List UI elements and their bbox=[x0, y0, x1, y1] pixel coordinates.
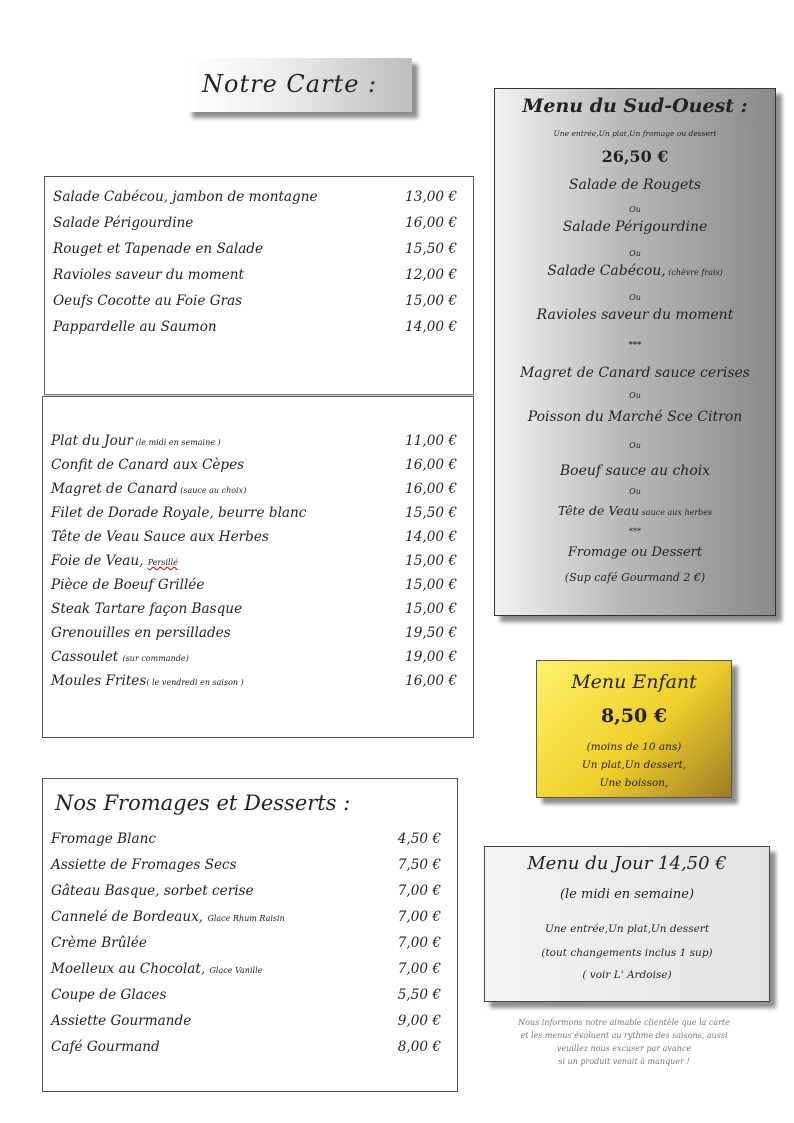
list-item bbox=[53, 263, 465, 287]
menu-item-name: Salade Cabécou, bbox=[547, 263, 666, 279]
item-price: 11,00 € bbox=[405, 433, 457, 449]
menu-item bbox=[495, 503, 775, 518]
list-item bbox=[51, 453, 465, 477]
menu-detail: Une entrée,Un plat,Un dessert bbox=[544, 923, 710, 935]
item-note: Glace Vanille bbox=[209, 966, 263, 975]
menu-detail: (moins de 10 ans) bbox=[586, 741, 682, 753]
item-name: Filet de Dorade Royale, beurre blanc bbox=[51, 505, 307, 521]
footer-note bbox=[464, 1016, 784, 1068]
item-name: Gâteau Basque, sorbet cerise bbox=[51, 883, 254, 899]
item-name: Moelleux au Chocolat, bbox=[51, 961, 210, 977]
item-note: (le midi en semaine ) bbox=[133, 438, 221, 447]
menu-title: Menu Enfant bbox=[571, 671, 697, 693]
menu-detail: (tout changements inclus 1 sup) bbox=[541, 947, 713, 959]
item-name: Salade Périgourdine bbox=[53, 215, 194, 231]
menu-title: Menu du Sud-Ouest : bbox=[522, 95, 748, 117]
item-name: Assiette de Fromages Secs bbox=[51, 857, 237, 873]
list-item bbox=[51, 669, 465, 693]
menu-or: Ou bbox=[629, 441, 641, 450]
item-price: 19,00 € bbox=[405, 649, 457, 665]
menu-item: Magret de Canard sauce cerises bbox=[520, 365, 750, 381]
item-price: 7,00 € bbox=[397, 935, 441, 951]
menu-sud-ouest bbox=[494, 88, 776, 616]
item-name: Fromage Blanc bbox=[51, 831, 156, 847]
list-item bbox=[51, 827, 449, 851]
page-title: Notre Carte : bbox=[202, 70, 378, 98]
menu-or: Ou bbox=[629, 293, 641, 302]
menu-item: Salade Périgourdine bbox=[562, 219, 708, 235]
item-name: Café Gourmand bbox=[51, 1039, 160, 1055]
item-price: 15,00 € bbox=[405, 553, 457, 569]
list-item bbox=[51, 573, 465, 597]
menu-item: Poisson du Marché Sce Citron bbox=[527, 409, 743, 425]
menu-or: Ou bbox=[629, 249, 641, 258]
list-item bbox=[51, 983, 449, 1007]
item-price: 19,50 € bbox=[405, 625, 457, 641]
menu-item: Ravioles saveur du moment bbox=[536, 307, 734, 323]
item-name: Crème Brûlée bbox=[51, 935, 147, 951]
note-line: Nous informons notre aimable clientèle que la carte bbox=[518, 1018, 730, 1027]
item-price: 16,00 € bbox=[405, 215, 457, 231]
item-note: (sur commande) bbox=[122, 654, 189, 663]
menu-separator: *** bbox=[628, 339, 642, 349]
list-item bbox=[51, 597, 465, 621]
item-price: 8,00 € bbox=[397, 1039, 441, 1055]
item-name: Pièce de Boeuf Grillée bbox=[51, 577, 205, 593]
item-name: Plat du Jour bbox=[51, 433, 134, 449]
menu-detail: Un plat,Un dessert, bbox=[581, 759, 687, 771]
list-item bbox=[51, 931, 449, 955]
menu-item: Boeuf sauce au choix bbox=[559, 463, 711, 479]
note-line: veuillez nous excuser par avance bbox=[556, 1044, 692, 1053]
item-name: Grenouilles en persillades bbox=[51, 625, 231, 641]
item-name: Pappardelle au Saumon bbox=[53, 319, 217, 335]
item-name: Oeufs Cocotte au Foie Gras bbox=[53, 293, 243, 309]
list-item bbox=[51, 501, 465, 525]
mains-list bbox=[42, 396, 474, 738]
desserts-title: Nos Fromages et Desserts : bbox=[55, 791, 351, 815]
list-item bbox=[51, 1009, 449, 1033]
menu-price: 26,50 € bbox=[601, 147, 669, 166]
menu-item: Fromage ou Dessert bbox=[567, 545, 703, 560]
item-name: Assiette Gourmande bbox=[51, 1013, 192, 1029]
page-title-box bbox=[186, 58, 412, 112]
menu-title: Menu du Jour 14,50 € bbox=[527, 853, 727, 874]
item-note: Glace Rhum Raisin bbox=[207, 914, 285, 923]
list-item bbox=[53, 315, 465, 339]
menu-detail: (le midi en semaine) bbox=[559, 887, 695, 902]
menu-price: 8,50 € bbox=[600, 705, 668, 727]
list-item bbox=[51, 1035, 449, 1059]
item-price: 14,00 € bbox=[405, 529, 457, 545]
item-price: 7,50 € bbox=[397, 857, 441, 873]
item-name: Magret de Canard bbox=[51, 481, 178, 497]
list-item bbox=[51, 621, 465, 645]
item-price: 16,00 € bbox=[405, 481, 457, 497]
item-price: 16,00 € bbox=[405, 673, 457, 689]
list-item bbox=[53, 211, 465, 235]
item-price: 15,50 € bbox=[405, 505, 457, 521]
starters-list bbox=[44, 176, 474, 396]
item-price: 7,00 € bbox=[397, 883, 441, 899]
item-price: 15,00 € bbox=[405, 601, 457, 617]
item-price: 15,50 € bbox=[405, 241, 457, 257]
item-price: 14,00 € bbox=[405, 319, 457, 335]
menu-supplement: (Sup café Gourmand 2 €) bbox=[564, 571, 706, 584]
list-item bbox=[51, 905, 449, 929]
list-item bbox=[51, 549, 465, 573]
list-item bbox=[51, 879, 449, 903]
item-note: Persillé bbox=[147, 558, 178, 567]
item-price: 16,00 € bbox=[405, 457, 457, 473]
item-note: ( le vendredi en saison ) bbox=[146, 678, 244, 687]
list-item bbox=[51, 853, 449, 877]
item-note: (sauce au choix) bbox=[177, 486, 247, 495]
item-name: Ravioles saveur du moment bbox=[53, 267, 244, 283]
item-price: 15,00 € bbox=[405, 577, 457, 593]
item-name: Confit de Canard aux Cèpes bbox=[51, 457, 245, 473]
item-price: 9,00 € bbox=[397, 1013, 441, 1029]
item-price: 7,00 € bbox=[397, 909, 441, 925]
item-name: Moules Frites bbox=[51, 673, 147, 689]
item-name: Steak Tartare façon Basque bbox=[51, 601, 243, 617]
list-item bbox=[51, 477, 465, 501]
menu-or: Ou bbox=[629, 205, 641, 214]
menu-enfant bbox=[536, 660, 732, 798]
list-item bbox=[53, 289, 465, 313]
item-name: Foie de Veau, bbox=[51, 553, 148, 569]
item-name: Rouget et Tapenade en Salade bbox=[53, 241, 264, 257]
menu-item bbox=[495, 263, 775, 279]
item-price: 7,00 € bbox=[397, 961, 441, 977]
menu-separator: *** bbox=[629, 527, 641, 536]
item-price: 4,50 € bbox=[397, 831, 441, 847]
menu-item-note: (chèvre frais) bbox=[665, 268, 723, 277]
note-line: si un produit venait à manquer ! bbox=[558, 1057, 690, 1066]
note-line: et les menus évoluent au rythme des saisons, aussi bbox=[520, 1031, 728, 1040]
item-name: Salade Cabécou, jambon de montagne bbox=[53, 189, 318, 205]
item-name: Coupe de Glaces bbox=[51, 987, 167, 1003]
menu-or: Ou bbox=[629, 487, 641, 496]
item-name: Cannelé de Bordeaux, bbox=[51, 909, 208, 925]
list-item bbox=[51, 525, 465, 549]
menu-item-note: sauce aux herbes bbox=[639, 508, 713, 517]
menu-subtitle: Une entrée,Un plat,Un fromage ou dessert bbox=[553, 129, 717, 138]
item-price: 13,00 € bbox=[405, 189, 457, 205]
list-item bbox=[51, 645, 465, 669]
desserts-list bbox=[42, 778, 458, 1092]
item-price: 15,00 € bbox=[405, 293, 457, 309]
item-name: Cassoulet bbox=[51, 649, 123, 665]
item-price: 12,00 € bbox=[405, 267, 457, 283]
list-item bbox=[51, 957, 449, 981]
list-item bbox=[51, 429, 465, 453]
menu-item: Salade de Rougets bbox=[568, 177, 702, 193]
item-price: 5,50 € bbox=[397, 987, 441, 1003]
menu-or: Ou bbox=[629, 391, 641, 400]
list-item bbox=[53, 237, 465, 261]
list-item bbox=[53, 185, 465, 209]
item-name: Tête de Veau Sauce aux Herbes bbox=[51, 529, 269, 545]
menu-detail: Une boisson, bbox=[599, 777, 669, 789]
menu-item-name: Tête de Veau bbox=[557, 503, 640, 518]
menu-detail: ( voir L' Ardoise) bbox=[582, 969, 672, 981]
menu-du-jour bbox=[484, 846, 770, 1002]
